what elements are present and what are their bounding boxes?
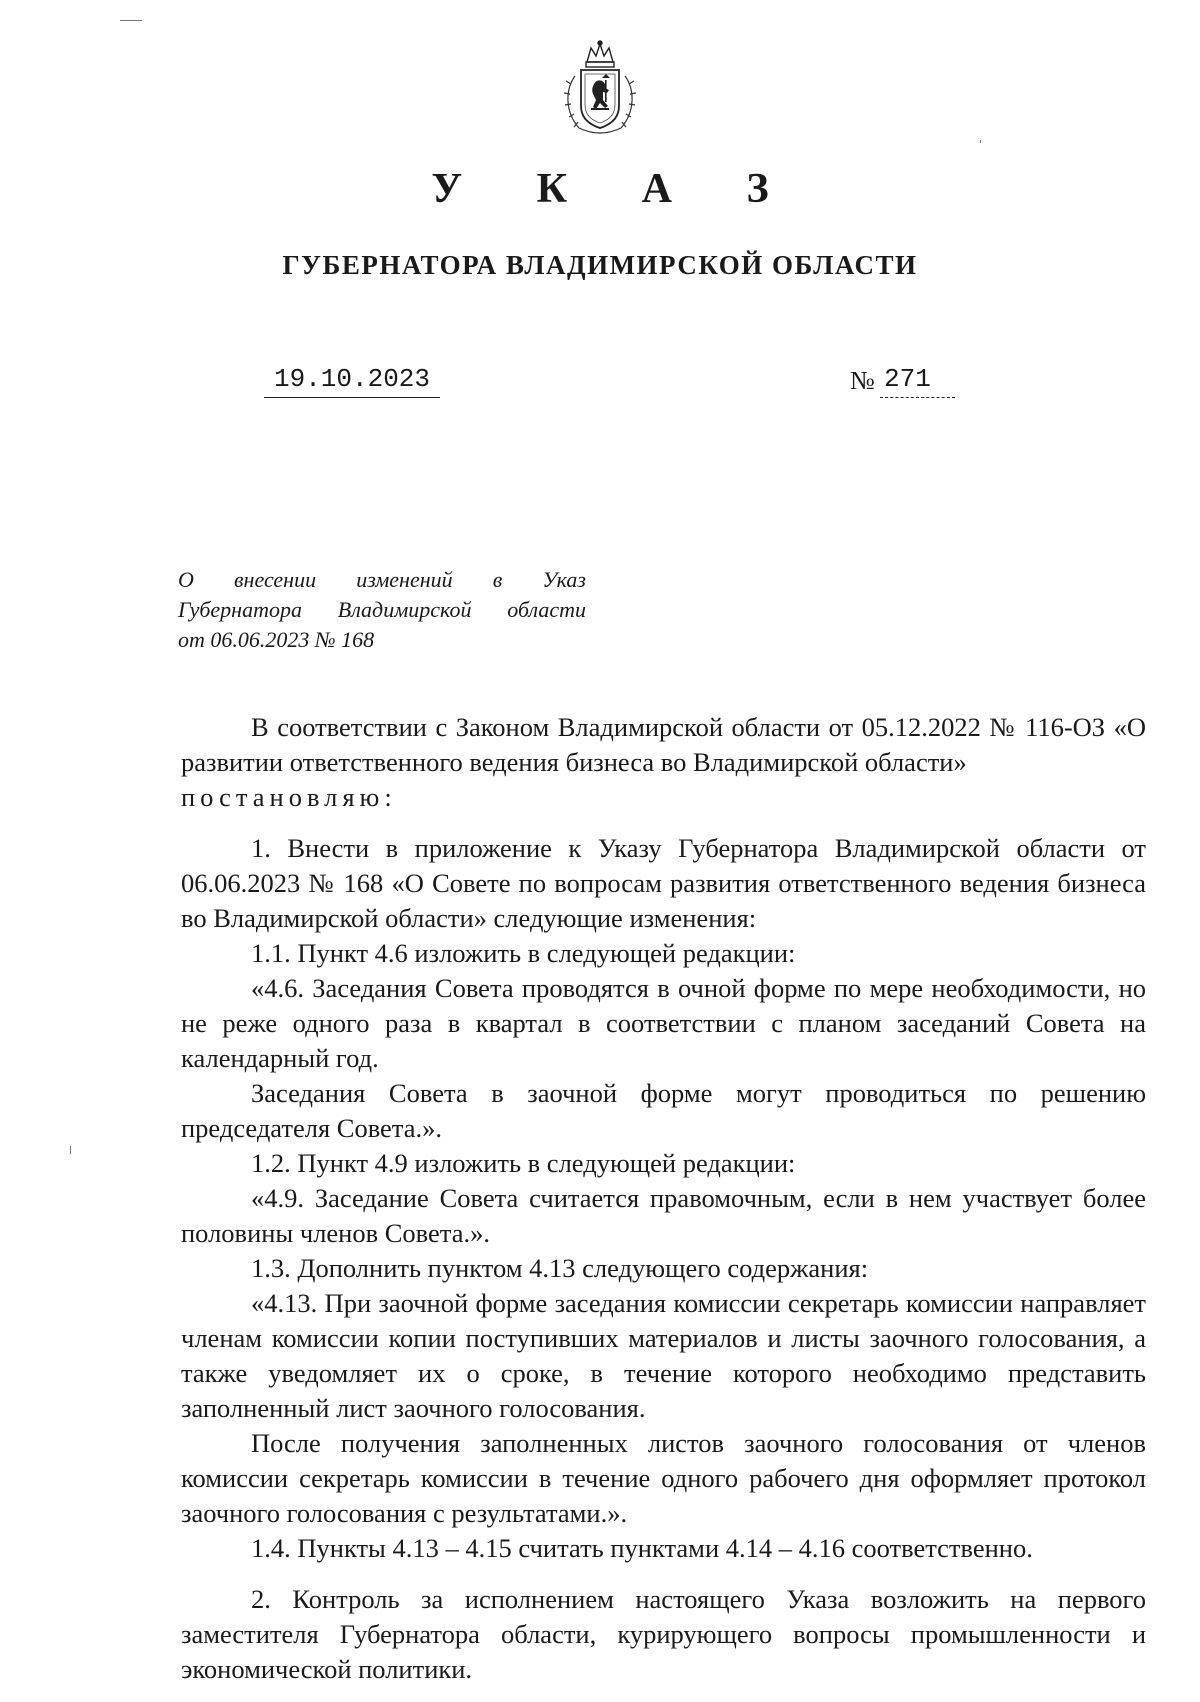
- body-paragraph: 1.2. Пункт 4.9 изложить в следующей редакции:: [251, 1148, 796, 1178]
- heading-line: Губернатора Владимирской области: [178, 597, 586, 622]
- heading-line: О внесении изменений в Указ: [178, 567, 586, 592]
- document-date: 19.10.2023: [273, 364, 431, 394]
- body-paragraph: 2. Контроль за исполнением настоящего Указа возложить на первого заместителя Губернатора области, курирующего вопросы промышленности и экономической политики.: [181, 1584, 1146, 1684]
- body-paragraph: После получения заполненных листов заочного голосования от членов комиссии секретарь комиссии в течение одного рабочего дня оформляет протокол заочного голосования с результатами.».: [181, 1428, 1146, 1528]
- document-subtitle: ГУБЕРНАТОРА ВЛАДИМИРСКОЙ ОБЛАСТИ: [282, 250, 918, 280]
- body-paragraph: «4.13. При заочной форме заседания комиссии секретарь комиссии направляет членам комиссии копии поступивших материалов и листы заочного голосования, а также уведомляет их о сроке, в течение которого необходимо представить заполненный лист заочного голосования.: [181, 1288, 1146, 1423]
- scan-artifact: [980, 140, 981, 143]
- decree-word: постановляю:: [181, 782, 397, 812]
- body-paragraph: Заседания Совета в заочной форме могут проводиться по решению председателя Совета.».: [181, 1078, 1146, 1143]
- heading-line: от 06.06.2023 № 168: [178, 627, 375, 652]
- document-number: 271: [884, 364, 931, 394]
- scan-artifact: [70, 1146, 71, 1154]
- number-sign: №: [850, 366, 875, 395]
- document-title: У К А З: [431, 166, 801, 212]
- body-paragraph: 1. Внести в приложение к Указу Губернатора Владимирской области от 06.06.2023 № 168 «О Совете по вопросам развития ответственного ведения бизнеса во Владимирской области» следующие изменения:: [181, 833, 1146, 933]
- coat-of-arms-emblem: [561, 40, 639, 138]
- body-paragraph: 1.1. Пункт 4.6 изложить в следующей редакции:: [251, 938, 796, 968]
- body-paragraph: «4.6. Заседания Совета проводятся в очной форме по мере необходимости, но не реже одного раза в квартал в соответствии с планом заседаний Совета на календарный год.: [181, 973, 1146, 1073]
- body-paragraph: 1.4. Пункты 4.13 – 4.15 считать пунктами 4.14 – 4.16 соответственно.: [251, 1533, 1033, 1563]
- scan-artifact: [120, 20, 142, 21]
- document-body: [181, 710, 1146, 1687]
- body-paragraph: 1.3. Дополнить пунктом 4.13 следующего содержания:: [251, 1253, 869, 1283]
- date-underline: [264, 397, 440, 398]
- body-paragraph: «4.9. Заседание Совета считается правомочным, если в нем участвует более половины членов Совета.».: [181, 1183, 1146, 1248]
- number-underline: [880, 397, 955, 398]
- document-heading: [178, 565, 586, 655]
- preamble-paragraph: В соответствии с Законом Владимирской области от 05.12.2022 № 116-ОЗ «О развитии ответственного ведения бизнеса во Владимирской области»: [181, 712, 1146, 777]
